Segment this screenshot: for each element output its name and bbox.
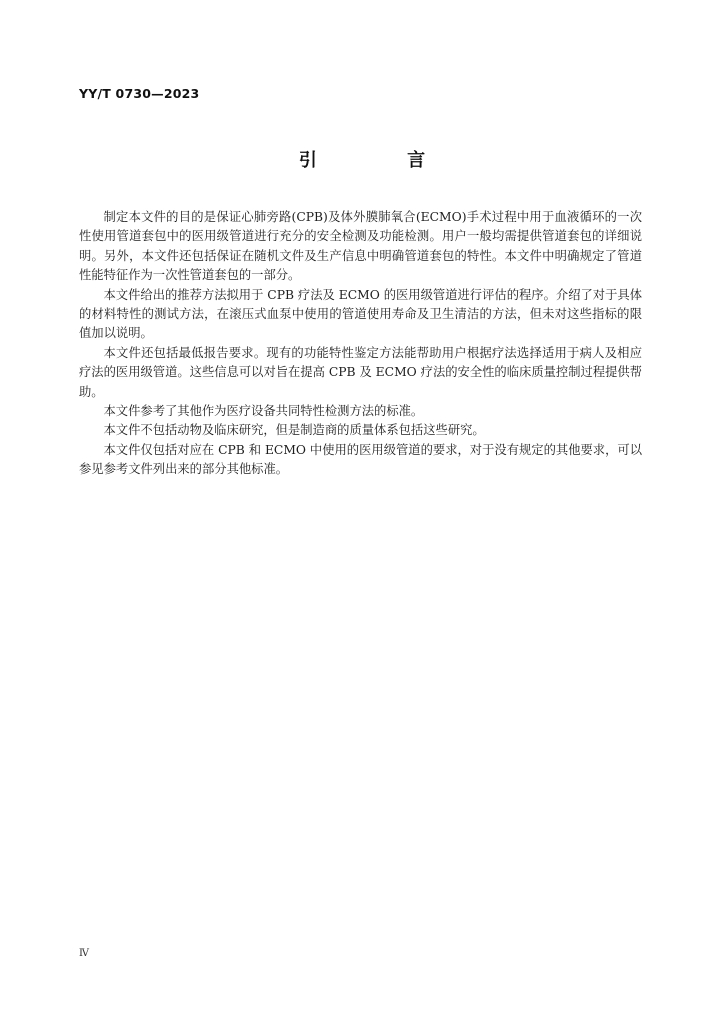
paragraph: 本文件仅包括对应在 CPB 和 ECMO 中使用的医用级管道的要求，对于没有规定的其他要求，可以参见参考文件列出来的部分其他标准。 <box>79 442 642 477</box>
body-text <box>79 208 642 480</box>
paragraph: 制定本文件的目的是保证心肺旁路(CPB)及体外膜肺氧合(ECMO)手术过程中用于血液循环的一次性使用管道套包中的医用级管道进行充分的安全检测及功能检测。用户一般均需提供管道套包的详细说明。另外，本文件还包括保证在随机文件及生产信息中明确管道套包的特性。本文件中明确规定了管道性能特征作为一次性管道套包的一部分。 <box>79 210 642 283</box>
paragraph: 本文件参考了其他作为医疗设备共同特性检测方法的标准。 <box>103 404 424 419</box>
section-title: 引 言 <box>298 150 468 171</box>
paragraph: 本文件还包括最低报告要求。现有的功能特性鉴定方法能帮助用户根据疗法选择适用于病人及相应疗法的医用级管道。这些信息可以对旨在提高 CPB 及 ECMO 疗法的安全性的临床质量控制过程提供帮助。 <box>79 345 642 399</box>
page-number: Ⅳ <box>79 948 89 959</box>
paragraph: 本文件给出的推荐方法拟用于 CPB 疗法及 ECMO 的医用级管道进行评估的程序。介绍了对于具体的材料特性的测试方法，在滚压式血泵中使用的管道使用寿命及卫生清洁的方法，但未对这些指标的限值加以说明。 <box>79 287 642 341</box>
document-id: YY/T 0730—2023 <box>79 86 200 101</box>
paragraph: 本文件不包括动物及临床研究，但是制造商的质量体系包括这些研究。 <box>103 423 485 438</box>
